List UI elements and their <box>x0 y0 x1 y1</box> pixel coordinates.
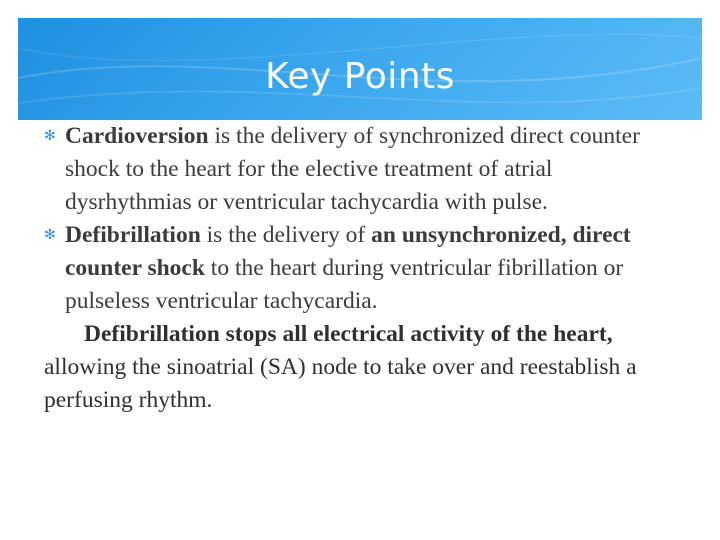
bullet-defibrillation <box>44 219 684 318</box>
asterisk-bullet-icon: ✻ <box>44 128 56 144</box>
title-banner <box>18 18 702 120</box>
term-cardioversion: Cardioversion <box>65 123 209 149</box>
explanation-emphasis: Defibrillation stops all electrical activity of the heart, <box>84 321 613 347</box>
explanation-text: allowing the sinoatrial (SA) node to take over and reestablish a perfusing rhythm. <box>44 354 637 413</box>
slide-title: Key Points <box>265 56 455 97</box>
definition-defibrillation-part2: to the heart during ventricular fibrillation or pulseless ventricular tachycardia. <box>65 255 624 314</box>
asterisk-bullet-icon: ✻ <box>44 227 56 243</box>
definition-defibrillation-emphasis: an unsynchronized, direct counter shock <box>65 222 631 281</box>
bullet-cardioversion <box>44 120 684 219</box>
explanation-paragraph <box>44 318 684 417</box>
definition-defibrillation-part1: is the delivery of <box>200 222 372 248</box>
term-defibrillation: Defibrillation <box>65 222 201 248</box>
slide-content <box>44 120 684 417</box>
definition-cardioversion: is the delivery of synchronized direct counter shock to the heart for the elective treatment of atrial dysrhythmias or ventricular tachycardia with pulse. <box>65 123 640 215</box>
